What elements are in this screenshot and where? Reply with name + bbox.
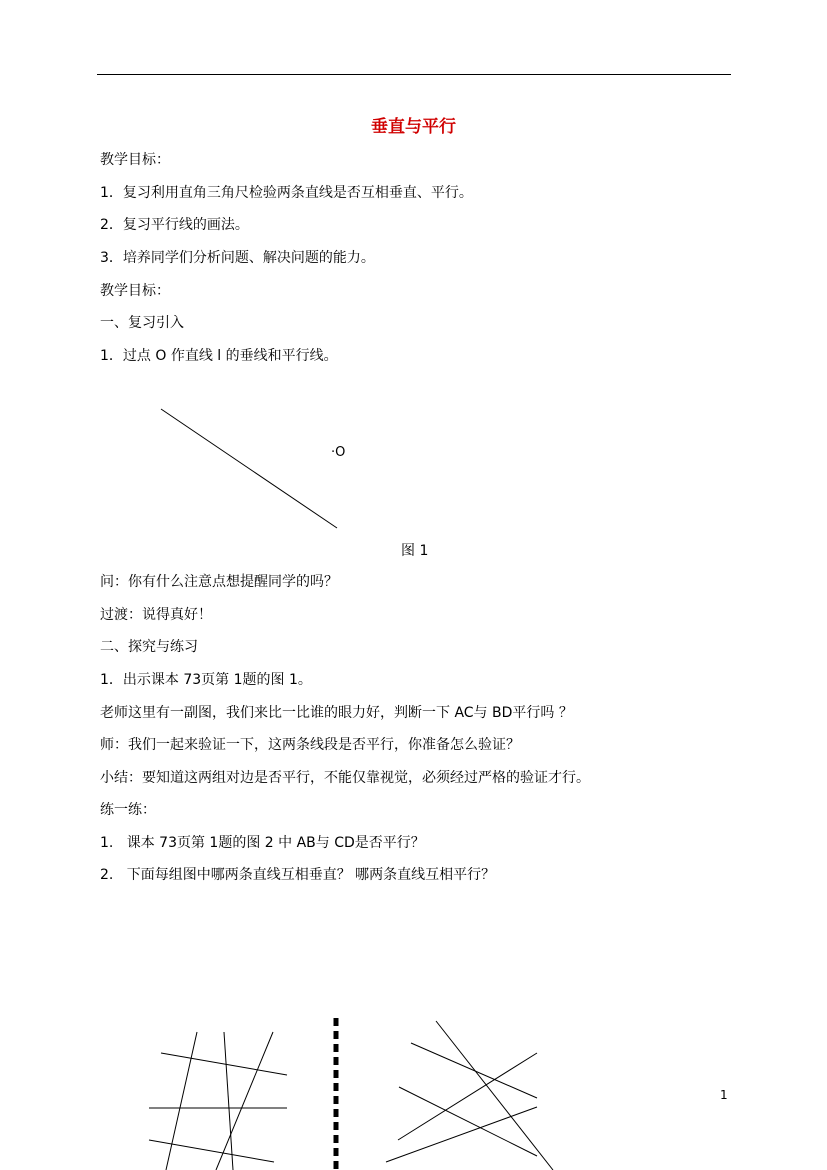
paragraph: 1．复习利用直角三角尺检验两条直线是否互相垂直、平行。 — [100, 185, 473, 201]
paragraph: 教学目标： — [100, 283, 170, 299]
paragraph: 二、探究与练习 — [100, 639, 198, 655]
paragraph: 2. 下面每组图中哪两条直线互相垂直？ 哪两条直线互相平行？ — [100, 867, 496, 883]
paragraph: 老师这里有一副图，我们来比一比谁的眼力好，判断一下 AC与 BD平行吗 ？ — [100, 705, 573, 721]
page-number: 1 — [720, 1088, 728, 1102]
exercise-figure-left — [149, 1032, 287, 1170]
point-o-label: ·O — [331, 445, 346, 460]
paragraph: 一、复习引入 — [100, 315, 184, 331]
exercise-figure-right — [386, 1021, 553, 1170]
paragraph: 小结：要知道这两组对边是否平行，不能仅靠视觉，必须经过严格的验证才行。 — [100, 770, 590, 786]
paragraph: 1．出示课本 73页第 1题的图 1。 — [100, 672, 312, 688]
paragraph: 问：你有什么注意点想提醒同学的吗？ — [100, 574, 338, 590]
paragraph: 2．复习平行线的画法。 — [100, 217, 249, 233]
paragraph: 3．培养同学们分析问题、解决问题的能力。 — [100, 250, 375, 266]
figure1-line-l — [161, 409, 337, 528]
paragraph: 过渡：说得真好！ — [100, 607, 212, 623]
paragraph: 1. 课本 73页第 1题的图 2 中 AB与 CD是否平行？ — [100, 835, 425, 851]
page-title: 垂直与平行 — [371, 117, 456, 137]
figure-caption: 图 1 — [401, 543, 429, 559]
paragraph: 练一练： — [100, 802, 156, 818]
paragraph: 1．过点 O 作直线 l 的垂线和平行线。 — [100, 348, 338, 364]
paragraph: 师：我们一起来验证一下，这两条线段是否平行，你准备怎么验证？ — [100, 737, 520, 753]
paragraph: 教学目标： — [100, 152, 170, 168]
